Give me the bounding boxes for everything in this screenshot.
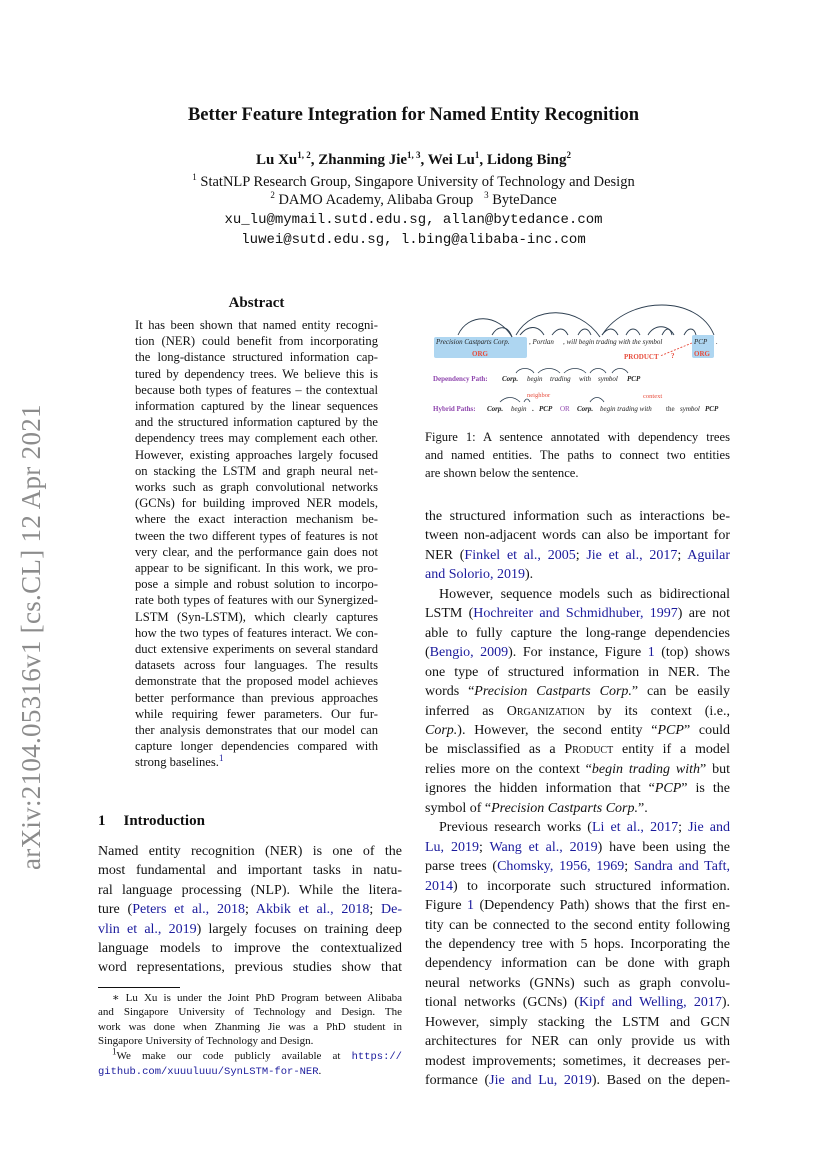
text-segment: while requiring fewer parameters. Our fur- (135, 706, 378, 721)
text-line (425, 818, 730, 837)
affil-sup: 3 (484, 190, 489, 201)
text-segment: tional networks (GCNs) ( (425, 995, 579, 1011)
text-segment: (Dependency Path) shows that the first en- (474, 898, 730, 914)
citation-link[interactable]: 1956, 1969 (559, 859, 625, 875)
hybrid-paths-label: Hybrid Paths: (433, 405, 476, 413)
text-segment: Singapore University of Technology and Design. (98, 1035, 314, 1048)
text-segment: ” but (700, 761, 730, 777)
text-segment: PCP (654, 781, 682, 797)
text-segment: ) largely focuses on training deep (196, 921, 402, 937)
arc (578, 329, 591, 335)
text-line (135, 333, 378, 349)
text-line (425, 760, 730, 779)
text-line (425, 877, 730, 896)
text-segment: begin trading with (591, 761, 701, 777)
text-line (98, 1064, 402, 1079)
text-segment: rate both types of features with our Synergized- (135, 593, 378, 608)
email-line-2: luwei@sutd.edu.sg, l.bing@alibaba-inc.com (241, 232, 586, 248)
text-line (135, 447, 378, 463)
text-segment: one type of structured information in NER. The (425, 664, 730, 680)
path-word: begin (511, 405, 527, 413)
text-segment: tured by dependency trees. We believe this is (135, 366, 378, 381)
text-line (135, 414, 378, 430)
sentence-word: , will begin trading with the symbol (563, 338, 663, 346)
path-word: the (666, 405, 675, 413)
text-line (98, 991, 402, 1005)
text-line (98, 881, 402, 900)
author-affil-sup: 2 (566, 150, 572, 160)
text-line (135, 641, 378, 657)
text-segment: LSTM ( (425, 606, 474, 622)
text-line (135, 754, 378, 770)
text-segment: LSTM (Syn-LSTM), which clearly captures (135, 609, 378, 624)
path-arcs (500, 369, 628, 403)
text-line (98, 920, 402, 939)
text-line (135, 544, 378, 560)
text-segment: Figure (425, 898, 468, 914)
text-line (425, 1071, 730, 1090)
label-org: ORG (694, 350, 710, 358)
footnotes (98, 991, 402, 1079)
text-segment: ). For instance, Figure (508, 645, 648, 661)
affil-sup: 1 (192, 172, 197, 183)
text-line (425, 446, 730, 464)
text-segment: very clear, and the performance gain does not (135, 544, 378, 559)
text-segment: formance ( (425, 1073, 490, 1089)
text-line (425, 896, 730, 915)
arc (552, 329, 568, 335)
text-line (135, 738, 378, 754)
section-heading-introduction (98, 813, 223, 830)
path-word: Corp. (502, 375, 519, 383)
citation-link[interactable]: 2017 (693, 995, 722, 1011)
text-segment (161, 922, 168, 937)
text-segment: (top) shows (654, 645, 730, 661)
paper-title: Better Feature Integration for Named Entity Recognition (187, 105, 640, 125)
text-segment: However, simply stacking the LSTM and GCN (425, 1014, 730, 1030)
text-line (135, 430, 378, 446)
author-list: Lu Xu$^{1, 2}$, Zhanming Jie$^{1, 3}$, Wei Lu$^1$, Lidong Bing$^2$ (255, 150, 572, 168)
text-segment: and Singapore University of Technology and Design. The (98, 1006, 402, 1019)
citation-link[interactable]: Aguilar (687, 547, 731, 563)
hybrid-path-words (487, 392, 719, 413)
citation-link[interactable]: Chomsky, (497, 859, 554, 875)
text-line (135, 511, 378, 527)
abstract-body (135, 317, 378, 771)
text-segment: ). However, the second entity “ (457, 722, 658, 738)
text-line (98, 958, 402, 977)
citation-link[interactable]: 2019 (450, 839, 479, 855)
path-word: begin trading with (600, 405, 652, 413)
text-line (425, 604, 730, 623)
author-affil-sup: 1, 2 (297, 150, 311, 160)
text-line (425, 935, 730, 954)
text-line (425, 464, 730, 482)
citation-link[interactable]: Peters et al., (132, 902, 210, 918)
text-segment: inferred as (425, 703, 507, 719)
text-segment: ”. (638, 800, 648, 816)
text-segment: dependency information can be done with graph (425, 956, 730, 972)
label-product: PRODUCT (624, 353, 659, 361)
text-segment: 1 (112, 1045, 117, 1056)
text-line (98, 1034, 402, 1048)
citation-link[interactable]: Akbik et al., (255, 902, 334, 918)
text-segment: appear to be significant. In this work, we pro- (135, 561, 378, 576)
text-segment: pose a simple and robust solution to incorpo- (135, 577, 378, 592)
path-word: with (579, 375, 592, 383)
arc (684, 329, 696, 335)
text-line (135, 382, 378, 398)
text-line (425, 1032, 730, 1051)
text-line (425, 779, 730, 798)
text-segment: neural networks (GNNs) such as graph convolu- (425, 975, 730, 991)
text-line (425, 1013, 730, 1032)
text-segment: how the two types of features interact. We con- (135, 625, 378, 640)
text-segment: ) to incorporate such structured information. (453, 878, 730, 894)
text-line (98, 1005, 402, 1019)
text-line (425, 702, 730, 721)
section-title: Introduction (123, 813, 205, 829)
text-segment: word representations, previous studies show that (98, 960, 402, 976)
path-word: begin (527, 375, 543, 383)
text-segment: duct extensive experiments on several standard (135, 642, 378, 657)
text-line (135, 722, 378, 738)
text-segment: ; (575, 547, 587, 563)
text-line (135, 576, 378, 592)
section-number: 1 (98, 813, 106, 829)
text-segment: ral language processing (NLP). While the litera- (98, 882, 402, 898)
text-segment: ; (244, 902, 256, 918)
text-line (425, 974, 730, 993)
text-segment: ture ( (98, 902, 133, 918)
path-word: symbol (680, 405, 700, 413)
citation-link[interactable]: 1 (467, 898, 475, 914)
author-name: Lu Xu (255, 152, 298, 168)
citation-link[interactable]: and Solorio, (425, 567, 494, 583)
arc (626, 329, 640, 335)
text-line (425, 1052, 730, 1071)
text-segment: (GCNs) for building improved NER models, (135, 496, 378, 511)
text-line (425, 721, 730, 740)
text-segment: tween non-adjacent words can also be important for (425, 528, 730, 544)
text-line (425, 507, 730, 526)
text-line (425, 663, 730, 682)
citation-link[interactable]: 2018 (341, 902, 370, 918)
text-segment: ). (721, 995, 731, 1011)
text-segment: ∗ Lu Xu is under the Joint PhD Program between Alibaba (112, 992, 402, 1004)
citation-link[interactable]: 2019 (496, 567, 525, 583)
footnote-divider (98, 987, 180, 988)
citation-link[interactable]: 2017 (649, 547, 678, 563)
text-segment: Previous research works ( (439, 820, 592, 836)
text-segment: datasets across four languages. The results (135, 658, 378, 673)
text-segment: tween the two different types of features is not (135, 528, 378, 543)
text-segment (557, 1073, 564, 1088)
author-name: Wei Lu (427, 152, 475, 168)
text-segment: work was done when Zhanming Jie was a PhD student in (98, 1020, 402, 1033)
figure-1-dependency-tree (428, 295, 728, 420)
text-line (425, 643, 730, 662)
text-line (135, 673, 378, 689)
dependency-path-words (502, 375, 641, 383)
text-line (425, 740, 730, 759)
text-segment: ; (677, 547, 688, 563)
dependency-arcs (458, 305, 714, 337)
text-segment: NER ( (425, 547, 465, 563)
sentence (435, 338, 718, 346)
citation-link[interactable]: Jie et al., (586, 547, 643, 563)
citation-link[interactable]: 1997 (649, 606, 678, 622)
path-word: PCP (705, 405, 719, 413)
text-segment: ; (478, 839, 490, 855)
introduction-body (98, 842, 402, 978)
text-line (135, 317, 378, 333)
text-line (98, 1045, 402, 1064)
text-segment: tion (NER) could benefit from incorporating (135, 334, 378, 349)
text-segment: ). (524, 567, 534, 583)
path-word: Corp. (487, 405, 504, 413)
text-line (425, 838, 730, 857)
citation-link[interactable]: 2019 (563, 1073, 592, 1089)
arc (520, 328, 544, 336)
text-segment: PCP (657, 722, 684, 738)
text-line (425, 857, 730, 876)
text-segment: by its context (i.e., (584, 703, 730, 719)
text-line (135, 625, 378, 641)
author-name: Lidong Bing (486, 152, 567, 168)
misclassification-arrow (660, 343, 692, 356)
text-line (425, 954, 730, 973)
text-segment: ; (369, 902, 382, 918)
citation-link[interactable]: Jie and Lu, (489, 1073, 558, 1089)
text-segment: relies more on the context “ (425, 761, 592, 777)
context-annotation: context (643, 393, 663, 400)
text-segment: ). Based on the depen- (591, 1073, 730, 1089)
citation-link[interactable]: Jie and (688, 820, 731, 836)
text-segment: Organization (506, 703, 585, 719)
text-line (135, 495, 378, 511)
text-segment: ” could (683, 722, 730, 738)
text-line (135, 349, 378, 365)
text-segment (563, 840, 570, 855)
citation-link[interactable]: 2018 (216, 902, 245, 918)
author-name: Zhanming Jie (318, 152, 408, 168)
figure-1-caption (425, 428, 730, 482)
text-line (98, 842, 402, 861)
text-segment (444, 840, 451, 855)
text-segment: ther analysis demonstrates that our model can (135, 723, 378, 738)
text-line (135, 398, 378, 414)
text-segment: Precision Castparts Corp. (474, 684, 632, 700)
text-segment: information captured by the linear sequences (135, 399, 378, 414)
text-segment: entity if a model (613, 742, 730, 758)
label-org: ORG (472, 350, 488, 358)
text-line (135, 528, 378, 544)
path-word: trading (550, 375, 571, 383)
text-line (425, 916, 730, 935)
citation-link[interactable]: 2005 (547, 547, 576, 563)
text-line (425, 799, 730, 818)
text-segment (541, 548, 548, 563)
text-segment: the structured information such as interactions be- (425, 509, 730, 524)
text-line (135, 706, 378, 722)
text-segment: tity can be connected to the second entity following (425, 917, 730, 933)
text-segment: architectures for NER can only provide us with (425, 1034, 730, 1050)
text-line (425, 585, 730, 604)
citation-link[interactable]: Finkel et al., (464, 547, 541, 563)
text-line (135, 479, 378, 495)
citation-link[interactable]: Wang et al., (489, 839, 563, 855)
text-segment: However, existing approaches largely focused (135, 447, 378, 462)
affil-sup: 2 (270, 190, 275, 201)
text-segment: It has been shown that named entity recogni- (135, 318, 378, 332)
text-segment: because both types of features – the contextual (135, 382, 378, 397)
citation-link[interactable]: 2017 (650, 820, 679, 836)
author-affil-sup: 1 (474, 150, 480, 160)
citation-link[interactable]: Hochreiter and Schmidhuber, (473, 606, 644, 622)
text-segment: We make our code publicly available at (116, 1049, 352, 1062)
sentence-word: . (716, 338, 718, 346)
text-line (135, 560, 378, 576)
arc (516, 313, 600, 337)
citation-link[interactable]: 1 (218, 753, 224, 764)
text-line (98, 1020, 402, 1034)
citation-link[interactable]: De- (381, 902, 403, 918)
sentence-word: , Portlan (529, 338, 554, 346)
text-segment: are shown below the sentence. (425, 466, 579, 480)
text-segment: on stacking the LSTM and graph neural net- (135, 463, 378, 478)
text-segment: language models to improve the contextualized (98, 941, 402, 957)
text-segment: and named entities. The paths to connect two entities (425, 448, 730, 462)
email-line-1: xu_lu@mymail.sutd.edu.sg, allan@bytedance.com (224, 212, 603, 228)
text-segment: . (318, 1065, 322, 1078)
citation-link[interactable]: 2019 (569, 839, 598, 855)
dependency-path-label: Dependency Path: (433, 375, 488, 383)
text-line (98, 900, 402, 919)
text-segment: Corp. (425, 722, 458, 738)
text-segment: the dependency tree with 5 hops. Incorporating the (425, 936, 730, 952)
text-line (425, 993, 730, 1012)
text-segment: ; (678, 820, 689, 836)
text-segment: symbol of “ (425, 800, 492, 816)
text-line (425, 624, 730, 643)
citation-link[interactable]: Lu, (425, 839, 445, 855)
affiliation: ByteDance (492, 192, 557, 208)
text-segment: be misclassified as a (425, 742, 565, 758)
arxiv-identifier: arXiv:2104.05316v1 [cs.CL] 12 Apr 2021 (16, 404, 46, 870)
text-segment: dependency trees may complement each other. (135, 431, 378, 446)
citation-link[interactable]: github.com/xuuuluuu/SynLSTM-for-NER (98, 1066, 319, 1079)
text-segment: ” can be easily (631, 684, 730, 700)
path-word: PCP (627, 375, 641, 383)
path-word: symbol (598, 375, 618, 383)
text-line (98, 939, 402, 958)
text-segment: words “ (425, 684, 475, 700)
citation-link[interactable]: Bengio, (429, 645, 474, 661)
neighbor-annotation: neighbor (527, 392, 551, 399)
citation-link[interactable]: 1 (647, 645, 655, 661)
text-segment: However, sequence models such as bidirectional (439, 586, 730, 602)
label-question: ? (671, 352, 675, 360)
affiliation: StatNLP Research Group, Singapore University of Technology and Design (200, 174, 635, 190)
text-segment: where the exact interaction mechanism be- (135, 512, 378, 527)
citation-link[interactable]: Sandra and Taft, (633, 859, 730, 875)
citation-link[interactable]: Li et al., (591, 820, 644, 836)
citation-link[interactable]: 2009 (480, 645, 509, 661)
text-line (425, 565, 730, 584)
text-line (425, 682, 730, 701)
text-segment: ; (624, 859, 634, 875)
citation-link[interactable]: 2014 (425, 878, 453, 894)
text-segment: ) have been using the (597, 839, 731, 855)
text-segment: able to fully capture the long-range dependencies (425, 625, 730, 641)
right-column-body (425, 507, 730, 1091)
citation-link[interactable]: https:// (351, 1050, 402, 1063)
text-segment: strong baselines. (135, 755, 219, 770)
text-segment: ( (425, 645, 430, 661)
text-line (135, 463, 378, 479)
text-segment: better performance than previous approaches (135, 690, 378, 705)
text-segment: ignores the hidden information that “ (425, 781, 655, 797)
text-segment: Named entity recognition (NER) is one of the (98, 844, 402, 859)
entity-span-precision-castparts-corp: Precision Castparts Corp. (436, 338, 510, 346)
text-line (425, 428, 730, 446)
path-word: PCP (539, 405, 553, 413)
text-segment: demonstrate that the proposed model achieves (135, 674, 378, 689)
text-segment: and the structured information captured by the (135, 415, 378, 430)
path-word: Corp. (577, 405, 594, 413)
text-line (98, 861, 402, 880)
entity-span-pcp: PCP (694, 338, 708, 346)
text-line (135, 592, 378, 608)
citation-link[interactable]: 2019 (168, 921, 197, 937)
affiliation-line-1 (0, 174, 827, 191)
affiliation-line-2 (0, 192, 827, 209)
citation-link[interactable]: vlin et al., (98, 921, 162, 937)
text-segment: most fundamental and important tasks in natu- (98, 863, 402, 879)
citation-link[interactable]: Kipf and Welling, (578, 995, 687, 1011)
text-segment: ” is the (681, 781, 730, 797)
text-segment: works such as graph convolutional networks (135, 480, 378, 495)
text-line (135, 690, 378, 706)
text-segment: Figure 1: A sentence annotated with dependency trees (425, 430, 730, 444)
text-line (135, 609, 378, 625)
text-line (425, 526, 730, 545)
text-segment: parse trees ( (425, 859, 498, 875)
text-segment: ) are not (677, 606, 730, 622)
text-segment (209, 902, 217, 917)
text-line (135, 657, 378, 673)
abstract-heading: Abstract (228, 295, 285, 311)
text-line (135, 366, 378, 382)
text-segment: capture longer dependencies compared with (135, 739, 378, 754)
text-line (425, 546, 730, 565)
text-segment: the long-distance structured information cap- (135, 350, 378, 365)
arc (602, 305, 714, 335)
path-word: . (532, 405, 534, 413)
text-segment: Precision Castparts Corp. (491, 800, 638, 816)
text-segment: modest improvements; sometimes, it decreases per- (425, 1053, 730, 1069)
text-segment (687, 995, 694, 1010)
affiliation: DAMO Academy, Alibaba Group (278, 192, 474, 208)
text-segment: Product (564, 742, 614, 758)
or-label: OR (560, 405, 570, 413)
author-affil-sup: 1, 3 (407, 150, 421, 160)
